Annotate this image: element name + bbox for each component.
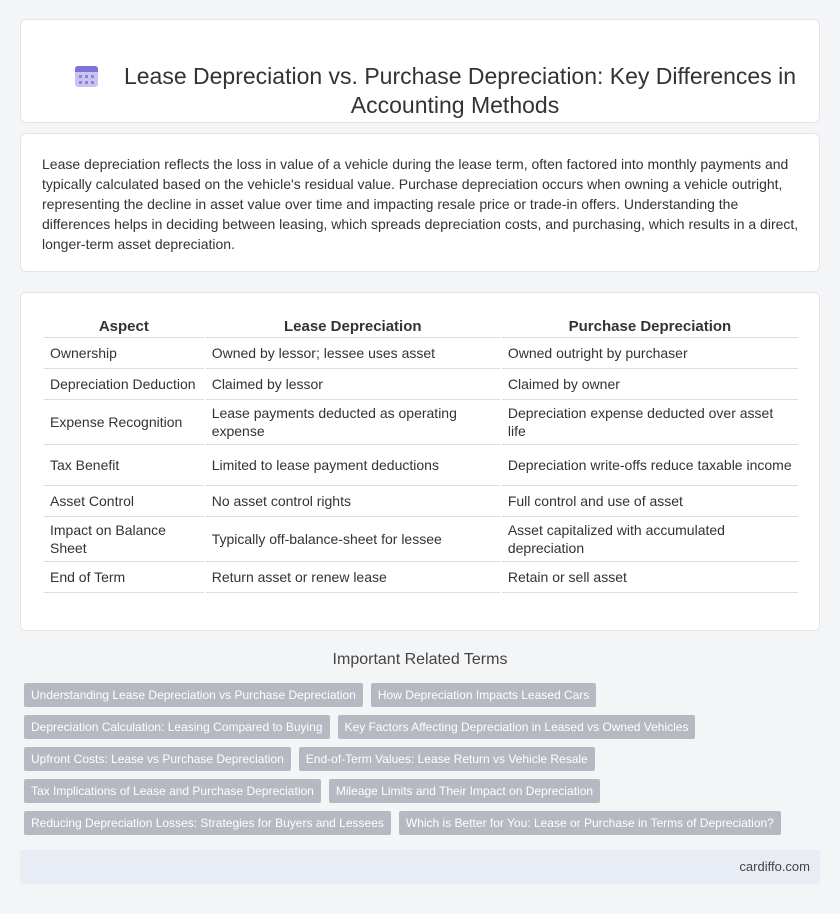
comparison-card [20,292,820,631]
table-cell: Asset capitalized with accumulated depreciation [502,517,798,562]
related-terms-heading: Important Related Terms [332,651,508,668]
column-header: Aspect [44,314,204,338]
tag-row [24,683,804,707]
related-term-link[interactable]: End-of-Term Values: Lease Return vs Vehicle Resale [299,747,595,771]
table-row [44,486,798,517]
table-cell: Retain or sell asset [502,562,798,593]
table-row [44,517,798,562]
related-term-link[interactable]: Which is Better for You: Lease or Purchase in Terms of Depreciation? [399,811,781,835]
table-cell: Ownership [44,338,204,369]
related-term-link[interactable]: Mileage Limits and Their Impact on Depreciation [329,779,600,803]
table-cell: Owned outright by purchaser [502,338,798,369]
table-cell: Tax Benefit [44,445,204,486]
related-term-link[interactable]: Reducing Depreciation Losses: Strategies for Buyers and Lessees [24,811,391,835]
intro-card [20,133,820,272]
footer [20,850,820,884]
table-cell: Full control and use of asset [502,486,798,517]
related-term-link[interactable]: Tax Implications of Lease and Purchase Depreciation [24,779,321,803]
table-cell: Depreciation write-offs reduce taxable income [502,445,798,486]
footer-site-link[interactable]: cardiffo.com [739,859,810,874]
table-cell: Typically off-balance-sheet for lessee [206,517,500,562]
related-term-link[interactable]: Depreciation Calculation: Leasing Compared to Buying [24,715,330,739]
table-row [44,562,798,593]
table-row [44,369,798,400]
table-cell: Expense Recognition [44,400,204,445]
related-terms-list [24,683,804,843]
column-header: Purchase Depreciation [502,314,798,338]
column-header: Lease Depreciation [206,314,500,338]
tag-row [24,811,804,835]
intro-paragraph: Lease depreciation reflects the loss in value of a vehicle during the lease term, often factored into monthly payments and typically calculated based on the vehicle's residual value. Purchase depreciation occurs when owning a vehicle outright, representing the decline in asset value over time and impacting resale price or trade-in offers. Understanding the differences helps in deciding between leasing, which spreads depreciation costs, and purchasing, which results in a direct, longer-term asset depreciation. [42,156,799,252]
table-cell: Depreciation expense deducted over asset life [502,400,798,445]
table-cell: Depreciation Deduction [44,369,204,400]
table-row [44,338,798,369]
table-cell: Lease payments deducted as operating expense [206,400,500,445]
comparison-table [42,314,800,593]
table-cell: Impact on Balance Sheet [44,517,204,562]
related-term-link[interactable]: How Depreciation Impacts Leased Cars [371,683,596,707]
title-card [20,19,820,123]
tag-row [24,747,804,771]
table-cell: Asset Control [44,486,204,517]
table-cell: Claimed by lessor [206,369,500,400]
table-cell: Claimed by owner [502,369,798,400]
table-cell: Return asset or renew lease [206,562,500,593]
table-row [44,445,798,486]
related-term-link[interactable]: Understanding Lease Depreciation vs Purchase Depreciation [24,683,363,707]
related-term-link[interactable]: Key Factors Affecting Depreciation in Leased vs Owned Vehicles [338,715,696,739]
related-term-link[interactable]: Upfront Costs: Lease vs Purchase Depreciation [24,747,291,771]
table-header-row [44,314,798,338]
page-title: Lease Depreciation vs. Purchase Depreciation: Key Differences in Accounting Methods [123,63,797,118]
tag-row [24,779,804,803]
table-cell: Limited to lease payment deductions [206,445,500,486]
table-cell: Owned by lessor; lessee uses asset [206,338,500,369]
tag-row [24,715,804,739]
table-cell: No asset control rights [206,486,500,517]
table-cell: End of Term [44,562,204,593]
calendar-icon [74,64,99,89]
table-row [44,400,798,445]
